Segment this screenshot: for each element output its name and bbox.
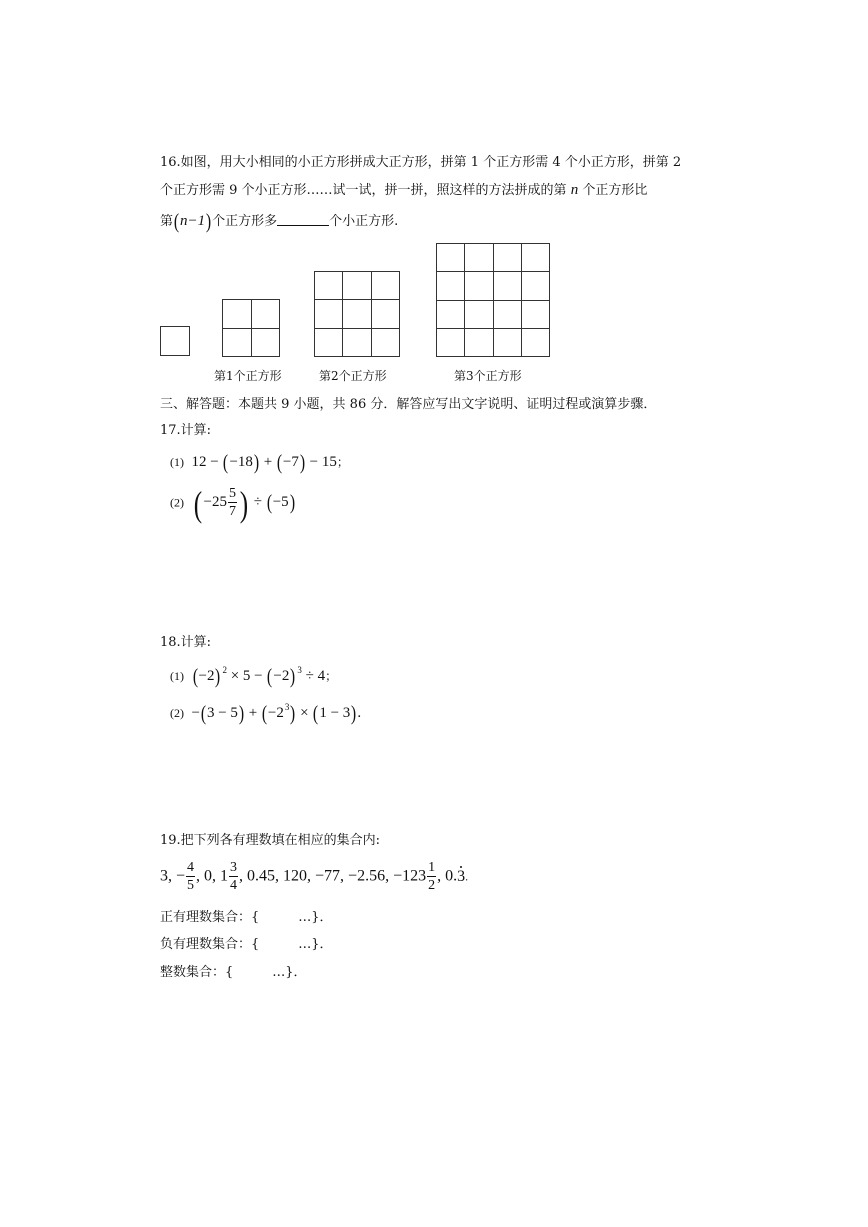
q18-title: 18.计算: [160, 635, 212, 650]
part-label: (1) [170, 455, 184, 469]
q18-part1: (1) (−2) $^2$ × 5 − (−2) $^3$ ÷ 4； [170, 664, 338, 688]
grid-cell [521, 243, 550, 272]
part-label: (1) [170, 669, 184, 683]
grid-cell [464, 243, 493, 272]
part-label: (2) [170, 706, 184, 720]
answer-blank[interactable] [277, 213, 329, 226]
repeating-digit: 3 [457, 867, 466, 885]
square-grid-1 [222, 299, 279, 356]
q19-number-list: 3, − $\frac{4}{5}$ , 0, 1 $\frac{3}{4}$ , 0.45, 120, −77, −2.56, −123 $\frac{1}{2}$ , 0.3. [160, 860, 469, 893]
q18-part2: $(2) -(3 - 5) + (-2^3) \times (1 - 3)$. [170, 701, 362, 725]
q19-title: 19.把下列各有理数填在相应的集合内: [160, 833, 381, 848]
q16-line3-mid: 个正方形多 [212, 214, 278, 229]
q16-line3-pre: 第 [160, 214, 174, 229]
negative-set: 负有理数集合：{ …}． [160, 937, 333, 952]
grid-cell [314, 271, 343, 300]
grid-cell [371, 271, 400, 300]
grid-cell [251, 299, 281, 329]
positive-set: 正有理数集合：{ …}． [160, 910, 333, 925]
grid-cell [493, 271, 522, 300]
integer-set: 整数集合：{ …}． [160, 965, 307, 980]
grid-cell [371, 299, 400, 328]
caption-2: 第2个正方形 [319, 369, 387, 383]
q17-part2: (2) ( −25 $\frac{5}{7}$ ) ÷ (−5) [170, 484, 295, 524]
section-heading: 三、解答题：本题共 9 小题，共 86 分．解答应写出文字说明、证明过程或演算步骤． [160, 397, 657, 412]
grid-cell [521, 328, 550, 357]
grid-cell [464, 271, 493, 300]
grid-cell [314, 328, 343, 357]
square-grid-0 [160, 326, 189, 355]
grid-cell [160, 326, 190, 356]
square-grid-2 [314, 271, 399, 356]
grid-cell [493, 300, 522, 329]
grid-cell [436, 328, 465, 357]
grid-cell [464, 328, 493, 357]
q16-expr: n−1 [180, 213, 206, 229]
grid-cell [436, 243, 465, 272]
grid-cell [342, 328, 371, 357]
q17-title: 17.计算: [160, 423, 212, 438]
square-grid-3 [436, 243, 549, 356]
mixed-fraction: $\frac{5}{7}$ [228, 486, 236, 520]
grid-cell [436, 271, 465, 300]
q16-line2-post: 个正方形比 [582, 183, 648, 198]
grid-cell [342, 271, 371, 300]
grid-cell [342, 299, 371, 328]
part-label: (2) [170, 495, 184, 510]
q16-line3: 第(n−1)个正方形多 个小正方形. [160, 209, 399, 233]
q16-line2 [160, 183, 647, 198]
grid-cell [222, 299, 252, 329]
q16-var-n: n [570, 182, 579, 198]
grid-cell [436, 300, 465, 329]
q16-line3-post: 个小正方形. [329, 214, 399, 229]
grid-cell [493, 243, 522, 272]
grid-cell [314, 299, 343, 328]
grid-cell [521, 300, 550, 329]
q17-part1: (1) 12 − (−18) + (−7) − 15； [170, 450, 349, 474]
q16-line1: 16.如图，用大小相同的小正方形拼成大正方形，拼第 1 个正方形需 4 个小正方形，拼第 2 [160, 155, 682, 170]
q16-line2-pre: 个正方形需 9 个小正方形……试一试，拼一拼，照这样的方法拼成的第 [160, 183, 567, 198]
grid-cell [493, 328, 522, 357]
grid-cell [371, 328, 400, 357]
grid-cell [251, 328, 281, 358]
grid-cell [222, 328, 252, 358]
grid-cell [464, 300, 493, 329]
caption-1: 第1个正方形 [214, 369, 282, 383]
grid-cell [521, 271, 550, 300]
caption-3: 第3个正方形 [454, 369, 522, 383]
